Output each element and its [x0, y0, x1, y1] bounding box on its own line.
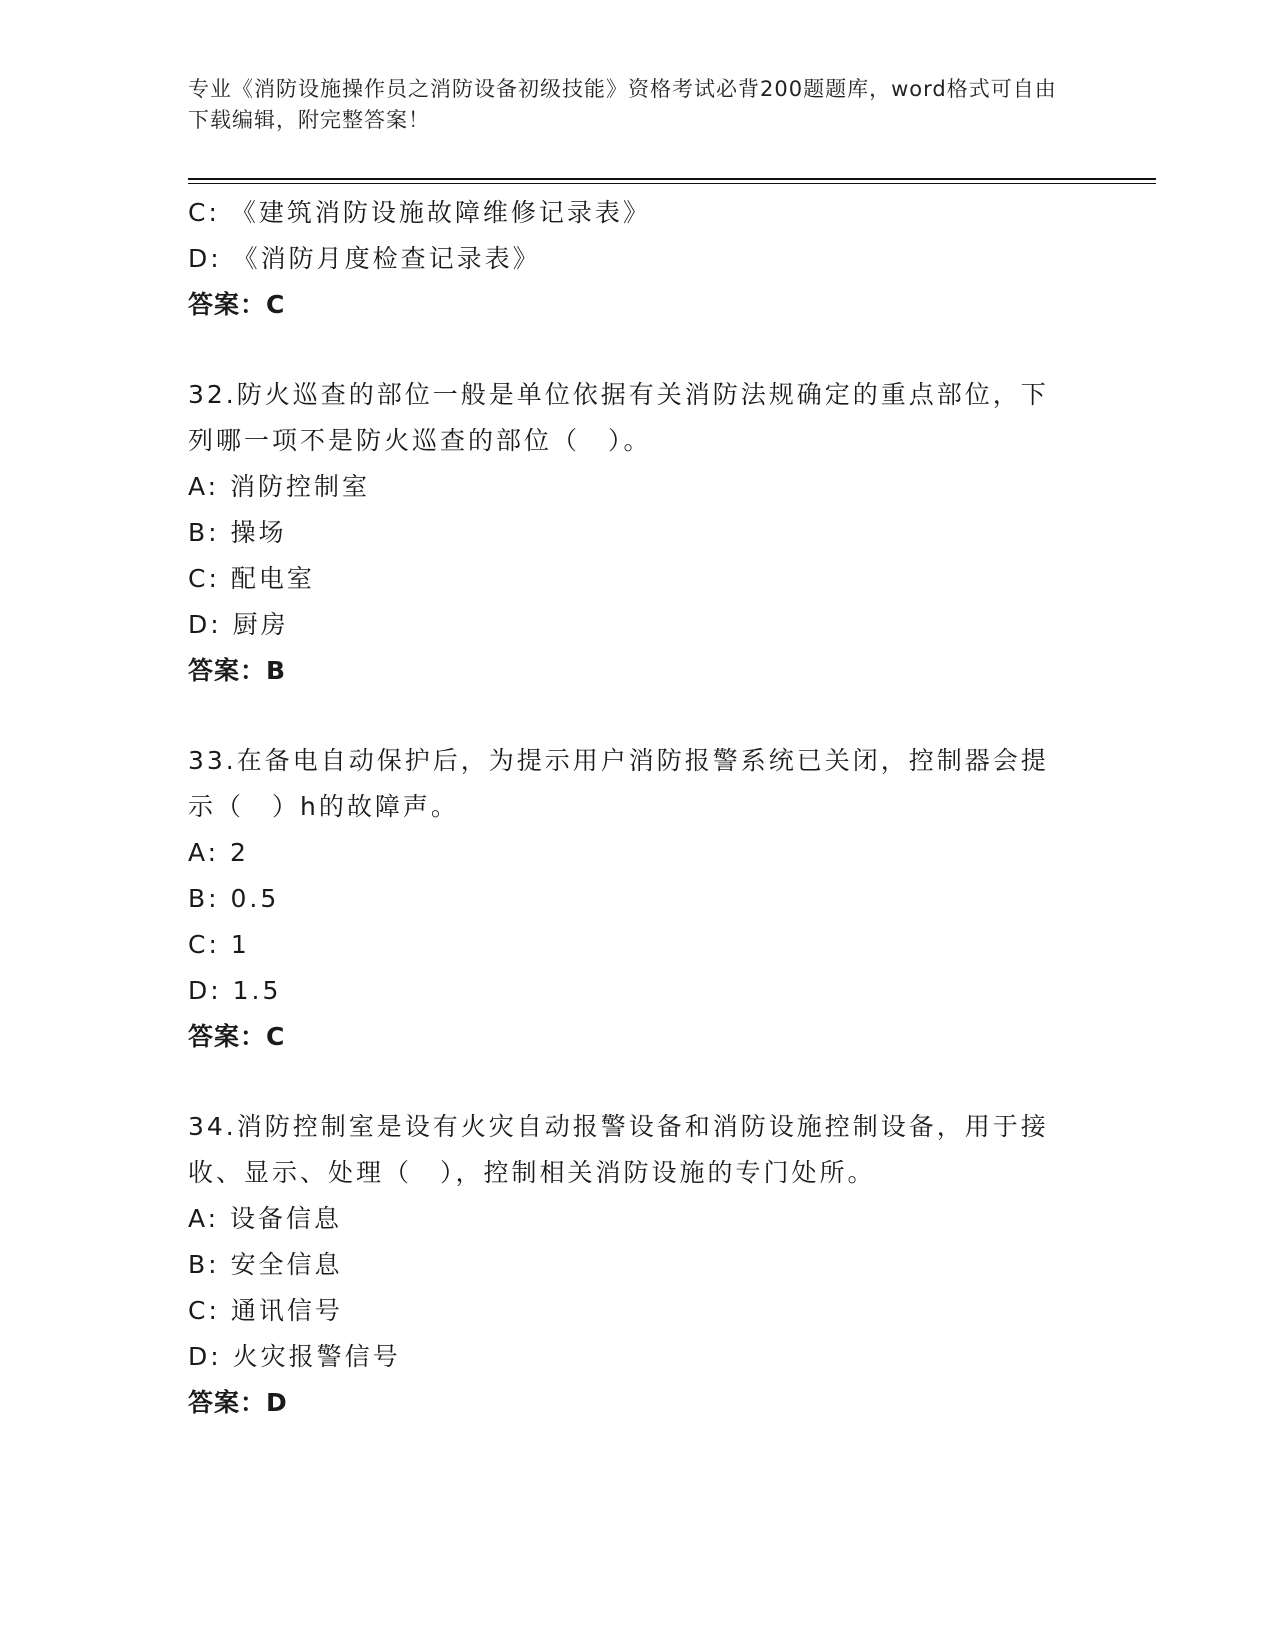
option-label: C:	[188, 198, 220, 227]
option-text: 安全信息	[230, 1250, 343, 1279]
header-rule-thin	[188, 183, 1156, 184]
question-number: 32.	[188, 380, 237, 409]
option-text: 通讯信号	[230, 1296, 343, 1325]
document-body	[188, 190, 1088, 1426]
option-label: C:	[188, 1296, 220, 1325]
header-rule-thick	[188, 178, 1156, 180]
question-34	[188, 1104, 1088, 1196]
question-line	[188, 372, 1088, 418]
option-text: 《建筑消防设施故障维修记录表》	[230, 198, 651, 227]
option-line	[188, 922, 1088, 968]
option-label: A:	[188, 472, 220, 501]
option-line	[188, 830, 1088, 876]
question-number: 34.	[188, 1112, 237, 1141]
option-line	[188, 1242, 1088, 1288]
question-number: 33.	[188, 746, 237, 775]
option-text: 《消防月度检查记录表》	[232, 244, 541, 273]
option-label: D:	[188, 610, 222, 639]
answer-line: 答案：C	[188, 1022, 286, 1051]
answer-line: 答案：C	[188, 290, 286, 319]
question-32	[188, 372, 1088, 464]
option-text: 厨房	[232, 610, 289, 639]
option-label: D:	[188, 976, 222, 1005]
question-33	[188, 738, 1088, 830]
document-header: 专业《消防设施操作员之消防设备初级技能》资格考试必背200题题库，word格式可自由下载编辑，附完整答案！	[188, 77, 1057, 132]
option-label: A:	[188, 838, 220, 867]
question-text: 防火巡查的部位一般是单位依据有关消防法规确定的重点部位，下	[236, 380, 1049, 409]
option-label: C:	[188, 930, 220, 959]
option-text: 2	[230, 838, 249, 867]
option-line	[188, 236, 1088, 282]
option-label: D:	[188, 1342, 222, 1371]
option-text: 操场	[230, 518, 287, 547]
question-text: 在备电自动保护后，为提示用户消防报警系统已关闭，控制器会提	[236, 746, 1049, 775]
option-text: 0.5	[230, 884, 280, 913]
spacer	[188, 694, 1088, 738]
question-line: 列哪一项不是防火巡查的部位（ ）。	[188, 426, 652, 455]
option-text: 1	[230, 930, 250, 959]
option-line	[188, 510, 1088, 556]
question-text: 消防控制室是设有火灾自动报警设备和消防设施控制设备，用于接	[236, 1112, 1049, 1141]
option-label: D:	[188, 244, 222, 273]
option-text: 火灾报警信号	[232, 1342, 401, 1371]
spacer	[188, 1060, 1088, 1104]
option-line	[188, 876, 1088, 922]
question-line: 示（ ）h的故障声。	[188, 792, 459, 821]
answer-line: 答案：D	[188, 1388, 288, 1417]
option-line	[188, 464, 1088, 510]
option-line	[188, 190, 1088, 236]
option-text: 设备信息	[230, 1204, 343, 1233]
answer-line: 答案：B	[188, 656, 287, 685]
option-line	[188, 602, 1088, 648]
option-label: C:	[188, 564, 220, 593]
option-text: 1.5	[232, 976, 282, 1005]
option-label: A:	[188, 1204, 220, 1233]
option-line	[188, 968, 1088, 1014]
option-text: 消防控制室	[230, 472, 371, 501]
option-text: 配电室	[230, 564, 315, 593]
option-line	[188, 1288, 1088, 1334]
question-line: 收、显示、处理（ ），控制相关消防设施的专门处所。	[188, 1158, 876, 1187]
option-label: B:	[188, 1250, 220, 1279]
spacer	[188, 328, 1088, 372]
question-line	[188, 1104, 1088, 1150]
question-line	[188, 738, 1088, 784]
option-line	[188, 556, 1088, 602]
option-label: B:	[188, 518, 220, 547]
option-line	[188, 1196, 1088, 1242]
option-label: B:	[188, 884, 220, 913]
option-line	[188, 1334, 1088, 1380]
